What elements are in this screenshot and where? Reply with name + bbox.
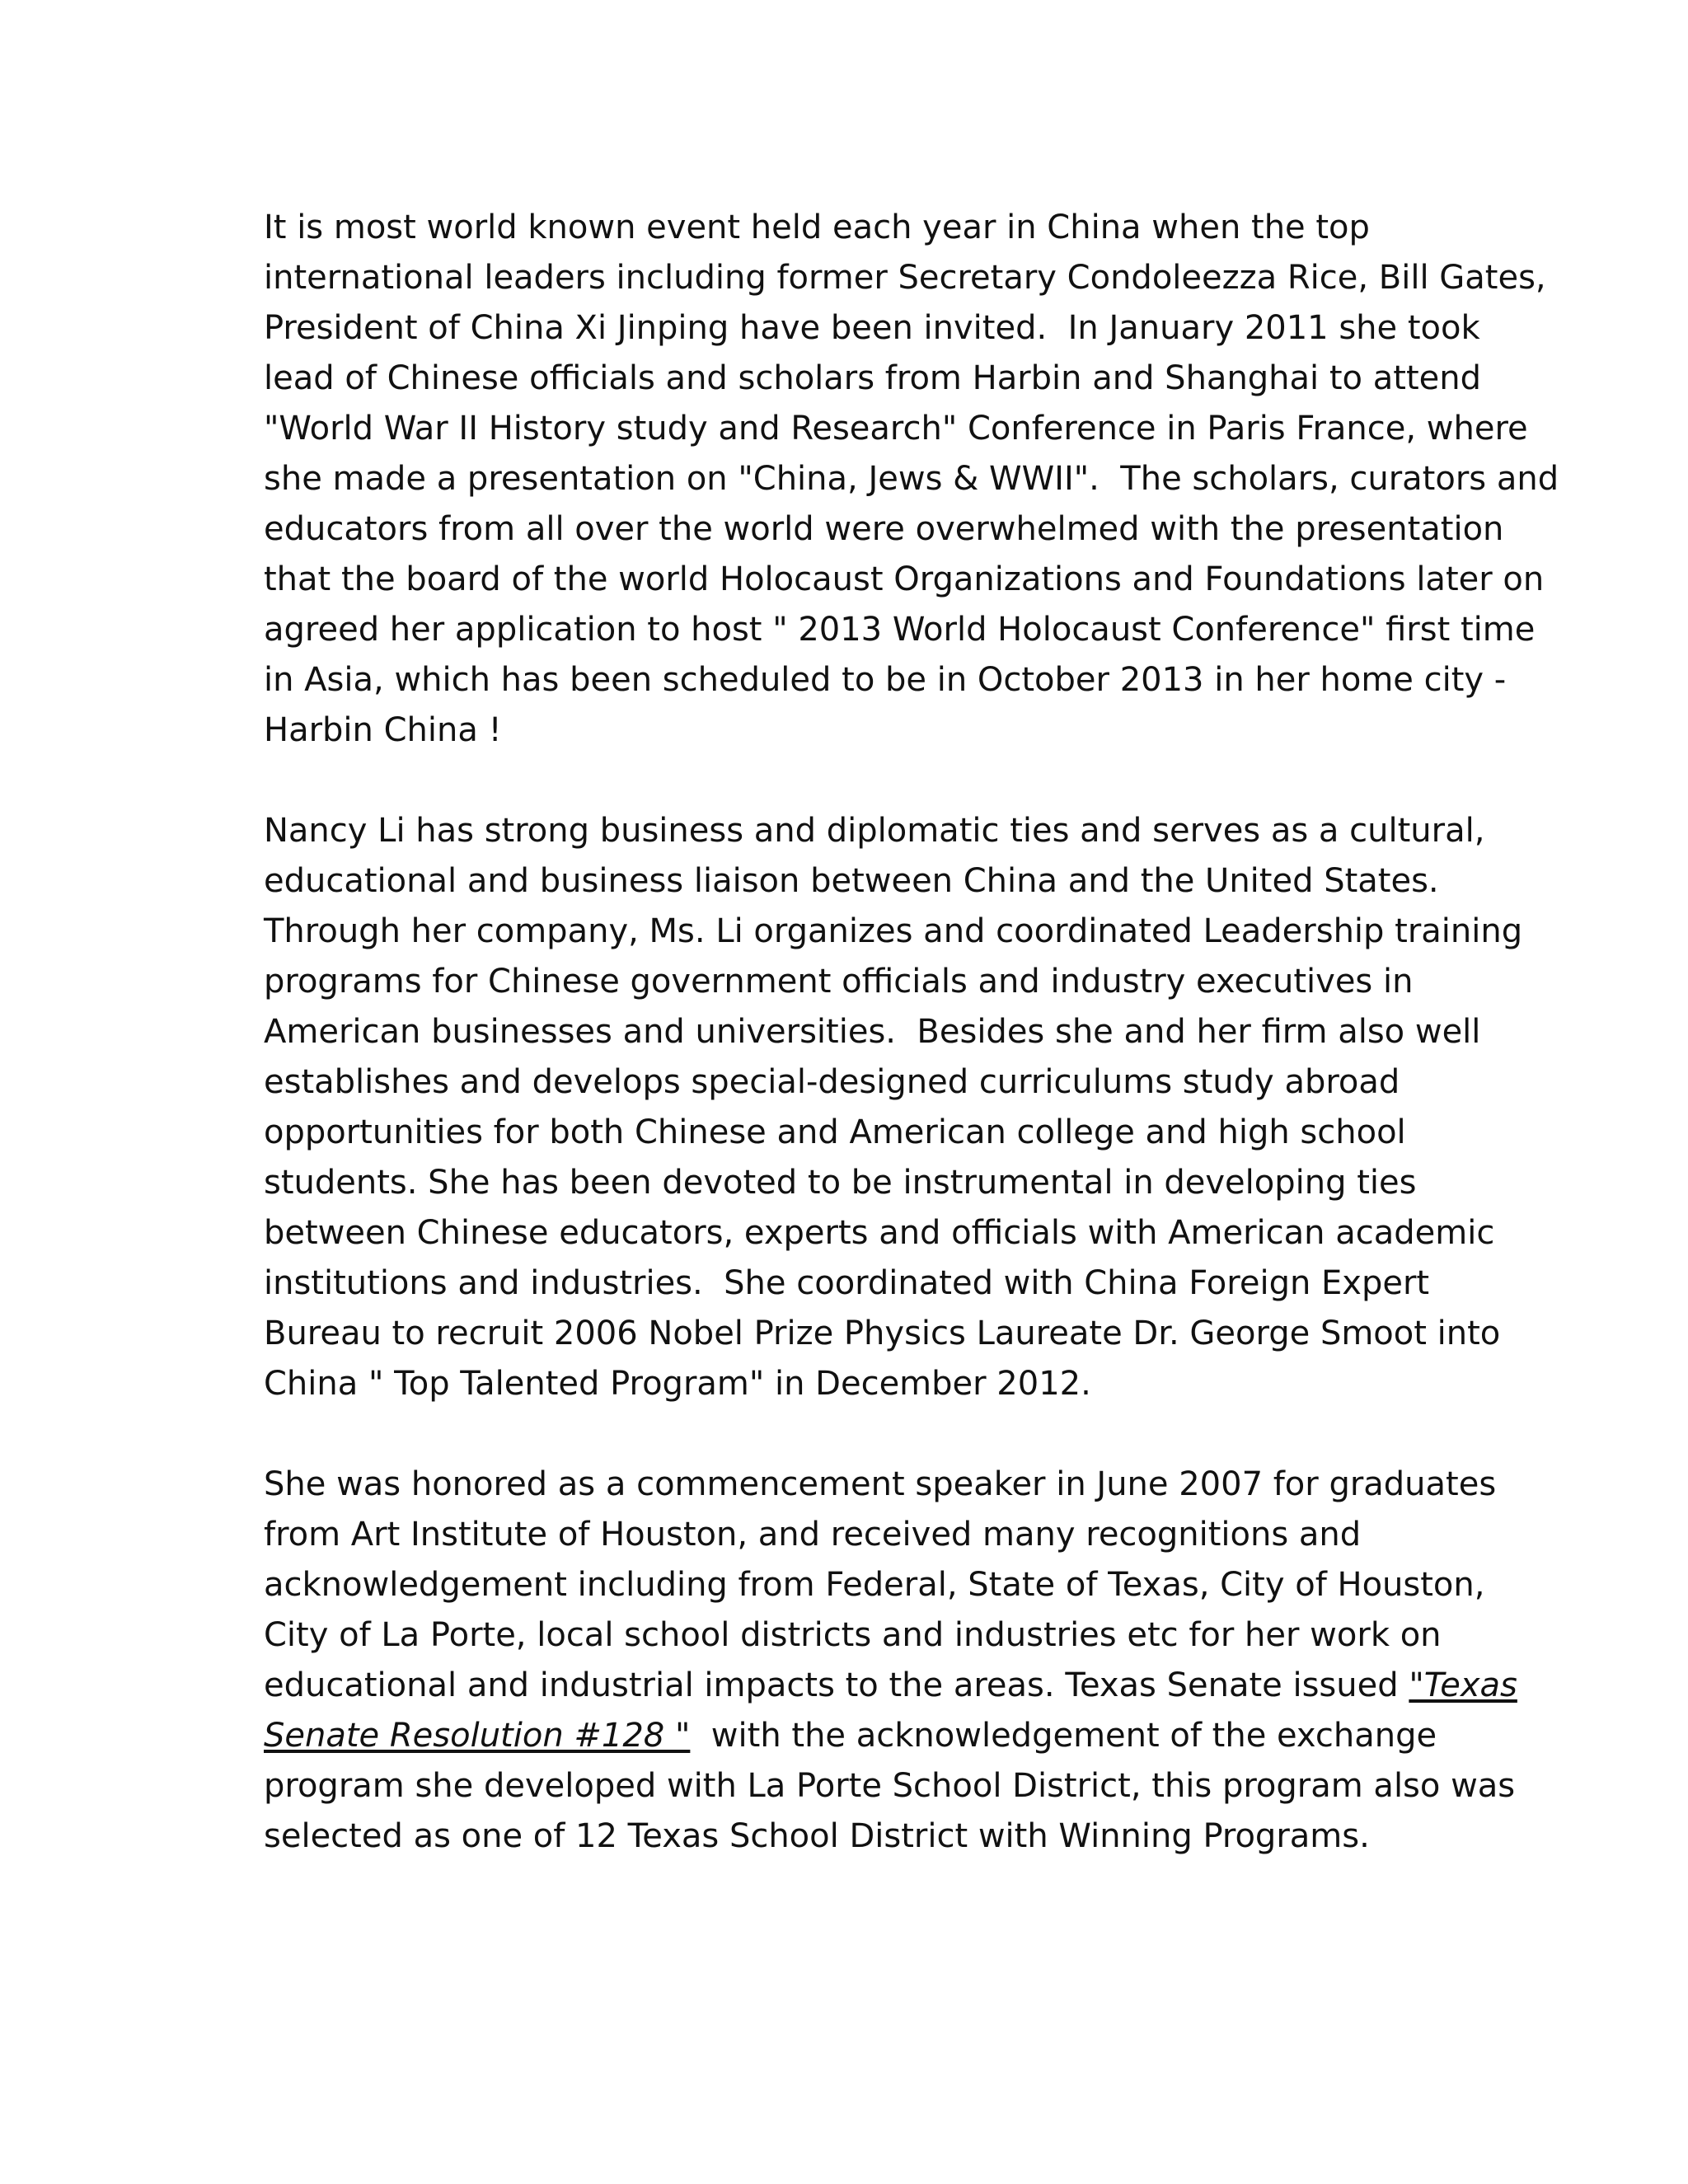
document-body	[264, 203, 1559, 1862]
paragraph-line: Bureau to recruit 2006 Nobel Prize Physics Laureate Dr. George Smoot into	[264, 1315, 1501, 1352]
paragraph-line: selected as one of 12 Texas School District with Winning Programs.	[264, 1817, 1370, 1855]
paragraph-line: She was honored as a commencement speaker in June 2007 for graduates	[264, 1465, 1497, 1503]
line-text: educational and industrial impacts to the areas. Texas Senate issued	[264, 1666, 1409, 1704]
paragraph-line: China " Top Talented Program" in December 2012.	[264, 1365, 1091, 1403]
paragraph-line: students. She has been devoted to be instrumental in developing ties	[264, 1164, 1417, 1202]
paragraph-spacer	[264, 1409, 1500, 1460]
paragraph-line	[264, 1661, 1517, 1711]
paragraph-line: that the board of the world Holocaust Organizations and Foundations later on	[264, 560, 1545, 598]
paragraph-line: from Art Institute of Houston, and received many recognitions and	[264, 1516, 1362, 1554]
paragraph-line: between Chinese educators, experts and officials with American academic	[264, 1214, 1495, 1252]
paragraph-line: lead of Chinese officials and scholars from Harbin and Shanghai to attend	[264, 359, 1481, 397]
paragraph-line: institutions and industries. She coordinated with China Foreign Expert	[264, 1264, 1430, 1302]
paragraph-line: It is most world known event held each year in China when the top	[264, 209, 1370, 246]
paragraph-line: acknowledgement including from Federal, State of Texas, City of Houston,	[264, 1566, 1485, 1604]
paragraph-line: establishes and develops special-designed curriculums study abroad	[264, 1063, 1400, 1101]
paragraph-3	[264, 1460, 1517, 1862]
paragraph-line	[264, 1711, 1500, 1761]
paragraph-line: international leaders including former Secretary Condoleezza Rice, Bill Gates,	[264, 259, 1546, 297]
paragraph-line: Harbin China !	[264, 711, 502, 749]
paragraph-line: President of China Xi Jinping have been invited. In January 2011 she took	[264, 309, 1480, 347]
paragraph-line: American businesses and universities. Besides she and her firm also well	[264, 1013, 1481, 1051]
paragraph-1	[264, 203, 1559, 756]
senate-resolution-link[interactable]: Senate Resolution #128 "	[264, 1717, 691, 1755]
line-text: with the acknowledgement of the exchange	[690, 1717, 1437, 1755]
paragraph-line: educators from all over the world were overwhelmed with the presentation	[264, 510, 1504, 548]
paragraph-line: programs for Chinese government officials and industry executives in	[264, 963, 1414, 1001]
paragraph-line: Through her company, Ms. Li organizes and coordinated Leadership training	[264, 912, 1523, 950]
paragraph-line: educational and business liaison between China and the United States.	[264, 862, 1439, 900]
paragraph-line: agreed her application to host " 2013 World Holocaust Conference" first time	[264, 611, 1536, 649]
paragraph-2	[264, 806, 1523, 1409]
senate-resolution-link[interactable]: "Texas	[1409, 1666, 1517, 1704]
paragraph-line: City of La Porte, local school districts and industries etc for her work on	[264, 1616, 1442, 1654]
paragraph-line: "World War II History study and Research" Conference in Paris France, where	[264, 410, 1528, 448]
paragraph-line: Nancy Li has strong business and diplomatic ties and serves as a cultural,	[264, 812, 1485, 850]
paragraph-line: in Asia, which has been scheduled to be in October 2013 in her home city -	[264, 661, 1507, 699]
paragraph-line: opportunities for both Chinese and American college and high school	[264, 1113, 1406, 1151]
paragraph-line: program she developed with La Porte School District, this program also was	[264, 1767, 1516, 1805]
paragraph-spacer	[264, 756, 1500, 806]
paragraph-line: she made a presentation on "China, Jews & WWII". The scholars, curators and	[264, 460, 1559, 498]
